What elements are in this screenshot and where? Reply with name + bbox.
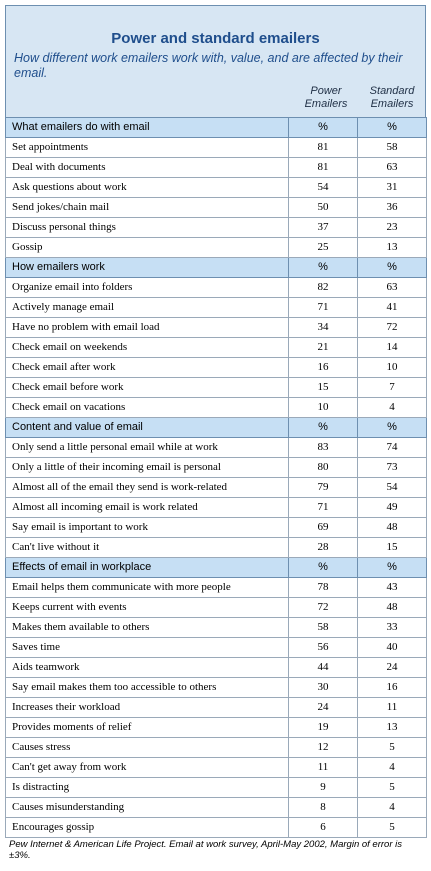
row-label: Is distracting xyxy=(6,778,289,798)
value-standard: 24 xyxy=(358,658,427,678)
table-row xyxy=(6,598,427,618)
table-row xyxy=(6,458,427,478)
table-row xyxy=(6,378,427,398)
table-row xyxy=(6,238,427,258)
row-label: Gossip xyxy=(6,238,289,258)
value-standard: 5 xyxy=(358,818,427,838)
table-row xyxy=(6,618,427,638)
section-heading: How emailers work xyxy=(6,258,289,278)
column-header-standard: Standard Emailers xyxy=(369,85,415,110)
value-standard: 72 xyxy=(358,318,427,338)
value-standard: 4 xyxy=(358,758,427,778)
row-label: Aids teamwork xyxy=(6,658,289,678)
table-row xyxy=(6,818,427,838)
value-standard: 41 xyxy=(358,298,427,318)
source-note: Pew Internet & American Life Project. Email at work survey, April-May 2002, Margin of error is ±3%. xyxy=(9,839,402,861)
table-row xyxy=(6,758,427,778)
row-label: Increases their workload xyxy=(6,698,289,718)
value-standard: 13 xyxy=(358,238,427,258)
row-label: Set appointments xyxy=(6,138,289,158)
section-header-row xyxy=(6,258,427,278)
value-power: 71 xyxy=(289,498,358,518)
table-row xyxy=(6,218,427,238)
value-power: 79 xyxy=(289,478,358,498)
value-power: 83 xyxy=(289,438,358,458)
value-standard: 5 xyxy=(358,738,427,758)
value-standard: 4 xyxy=(358,798,427,818)
value-power: 72 xyxy=(289,598,358,618)
value-standard: 13 xyxy=(358,718,427,738)
section-header-row xyxy=(6,118,427,138)
row-label: Almost all incoming email is work related xyxy=(6,498,289,518)
row-label: Causes stress xyxy=(6,738,289,758)
value-standard: 43 xyxy=(358,578,427,598)
row-label: Say email makes them too accessible to others xyxy=(6,678,289,698)
table-figure xyxy=(5,5,426,861)
row-label: Check email before work xyxy=(6,378,289,398)
section-unit-power: % xyxy=(289,258,358,278)
table-row xyxy=(6,578,427,598)
row-label: Deal with documents xyxy=(6,158,289,178)
row-label: Actively manage email xyxy=(6,298,289,318)
section-header-row xyxy=(6,558,427,578)
row-label: Keeps current with events xyxy=(6,598,289,618)
table-title: Power and standard emailers xyxy=(111,30,320,47)
value-standard: 54 xyxy=(358,478,427,498)
section-unit-standard: % xyxy=(358,418,427,438)
value-power: 37 xyxy=(289,218,358,238)
table-body xyxy=(6,118,427,838)
value-standard: 40 xyxy=(358,638,427,658)
value-power: 19 xyxy=(289,718,358,738)
table-row xyxy=(6,538,427,558)
section-heading: Effects of email in workplace xyxy=(6,558,289,578)
value-standard: 4 xyxy=(358,398,427,418)
table-row xyxy=(6,158,427,178)
table-row xyxy=(6,138,427,158)
row-label: Only send a little personal email while at work xyxy=(6,438,289,458)
value-standard: 73 xyxy=(358,458,427,478)
table-row xyxy=(6,658,427,678)
value-power: 15 xyxy=(289,378,358,398)
value-standard: 15 xyxy=(358,538,427,558)
value-power: 10 xyxy=(289,398,358,418)
value-standard: 48 xyxy=(358,598,427,618)
table-row xyxy=(6,698,427,718)
section-unit-standard: % xyxy=(358,118,427,138)
value-power: 81 xyxy=(289,138,358,158)
value-power: 54 xyxy=(289,178,358,198)
section-header-row xyxy=(6,418,427,438)
title-box xyxy=(5,5,426,117)
value-power: 71 xyxy=(289,298,358,318)
value-power: 78 xyxy=(289,578,358,598)
value-power: 12 xyxy=(289,738,358,758)
row-label: Check email on weekends xyxy=(6,338,289,358)
table-row xyxy=(6,178,427,198)
table-row xyxy=(6,318,427,338)
row-label: Almost all of the email they send is work-related xyxy=(6,478,289,498)
table-row xyxy=(6,498,427,518)
value-power: 6 xyxy=(289,818,358,838)
table-row xyxy=(6,518,427,538)
section-unit-power: % xyxy=(289,418,358,438)
table-row xyxy=(6,778,427,798)
table-row xyxy=(6,198,427,218)
row-label: Causes misunderstanding xyxy=(6,798,289,818)
row-label: Discuss personal things xyxy=(6,218,289,238)
data-table xyxy=(5,117,427,838)
value-power: 56 xyxy=(289,638,358,658)
value-power: 24 xyxy=(289,698,358,718)
row-label: Provides moments of relief xyxy=(6,718,289,738)
value-power: 21 xyxy=(289,338,358,358)
row-label: Can't get away from work xyxy=(6,758,289,778)
table-row xyxy=(6,738,427,758)
value-standard: 10 xyxy=(358,358,427,378)
value-standard: 14 xyxy=(358,338,427,358)
value-standard: 23 xyxy=(358,218,427,238)
value-standard: 36 xyxy=(358,198,427,218)
value-standard: 63 xyxy=(358,278,427,298)
value-standard: 49 xyxy=(358,498,427,518)
value-standard: 58 xyxy=(358,138,427,158)
section-heading: What emailers do with email xyxy=(6,118,289,138)
value-standard: 63 xyxy=(358,158,427,178)
row-label: Email helps them communicate with more people xyxy=(6,578,289,598)
table-row xyxy=(6,338,427,358)
value-power: 81 xyxy=(289,158,358,178)
table-row xyxy=(6,678,427,698)
table-row xyxy=(6,718,427,738)
row-label: Check email on vacations xyxy=(6,398,289,418)
section-unit-standard: % xyxy=(358,558,427,578)
value-standard: 74 xyxy=(358,438,427,458)
value-power: 28 xyxy=(289,538,358,558)
table-row xyxy=(6,798,427,818)
table-row xyxy=(6,278,427,298)
section-unit-standard: % xyxy=(358,258,427,278)
section-unit-power: % xyxy=(289,118,358,138)
row-label: Ask questions about work xyxy=(6,178,289,198)
table-row xyxy=(6,398,427,418)
value-standard: 33 xyxy=(358,618,427,638)
value-power: 80 xyxy=(289,458,358,478)
row-label: Makes them available to others xyxy=(6,618,289,638)
value-power: 58 xyxy=(289,618,358,638)
value-power: 34 xyxy=(289,318,358,338)
row-label: Check email after work xyxy=(6,358,289,378)
table-row xyxy=(6,478,427,498)
value-power: 8 xyxy=(289,798,358,818)
value-power: 11 xyxy=(289,758,358,778)
value-power: 44 xyxy=(289,658,358,678)
table-row xyxy=(6,298,427,318)
value-power: 16 xyxy=(289,358,358,378)
row-label: Organize email into folders xyxy=(6,278,289,298)
value-power: 30 xyxy=(289,678,358,698)
value-standard: 16 xyxy=(358,678,427,698)
value-standard: 11 xyxy=(358,698,427,718)
value-standard: 5 xyxy=(358,778,427,798)
row-label: Send jokes/chain mail xyxy=(6,198,289,218)
row-label: Can't live without it xyxy=(6,538,289,558)
value-standard: 31 xyxy=(358,178,427,198)
value-power: 50 xyxy=(289,198,358,218)
table-subtitle: How different work emailers work with, value, and are affected by their email. xyxy=(14,51,403,80)
row-label: Saves time xyxy=(6,638,289,658)
row-label: Have no problem with email load xyxy=(6,318,289,338)
value-power: 69 xyxy=(289,518,358,538)
value-power: 82 xyxy=(289,278,358,298)
column-header-power: Power Emailers xyxy=(304,85,348,110)
table-row xyxy=(6,638,427,658)
row-label: Encourages gossip xyxy=(6,818,289,838)
value-power: 9 xyxy=(289,778,358,798)
row-label: Say email is important to work xyxy=(6,518,289,538)
value-standard: 48 xyxy=(358,518,427,538)
value-power: 25 xyxy=(289,238,358,258)
value-standard: 7 xyxy=(358,378,427,398)
section-unit-power: % xyxy=(289,558,358,578)
row-label: Only a little of their incoming email is personal xyxy=(6,458,289,478)
section-heading: Content and value of email xyxy=(6,418,289,438)
table-row xyxy=(6,438,427,458)
table-row xyxy=(6,358,427,378)
